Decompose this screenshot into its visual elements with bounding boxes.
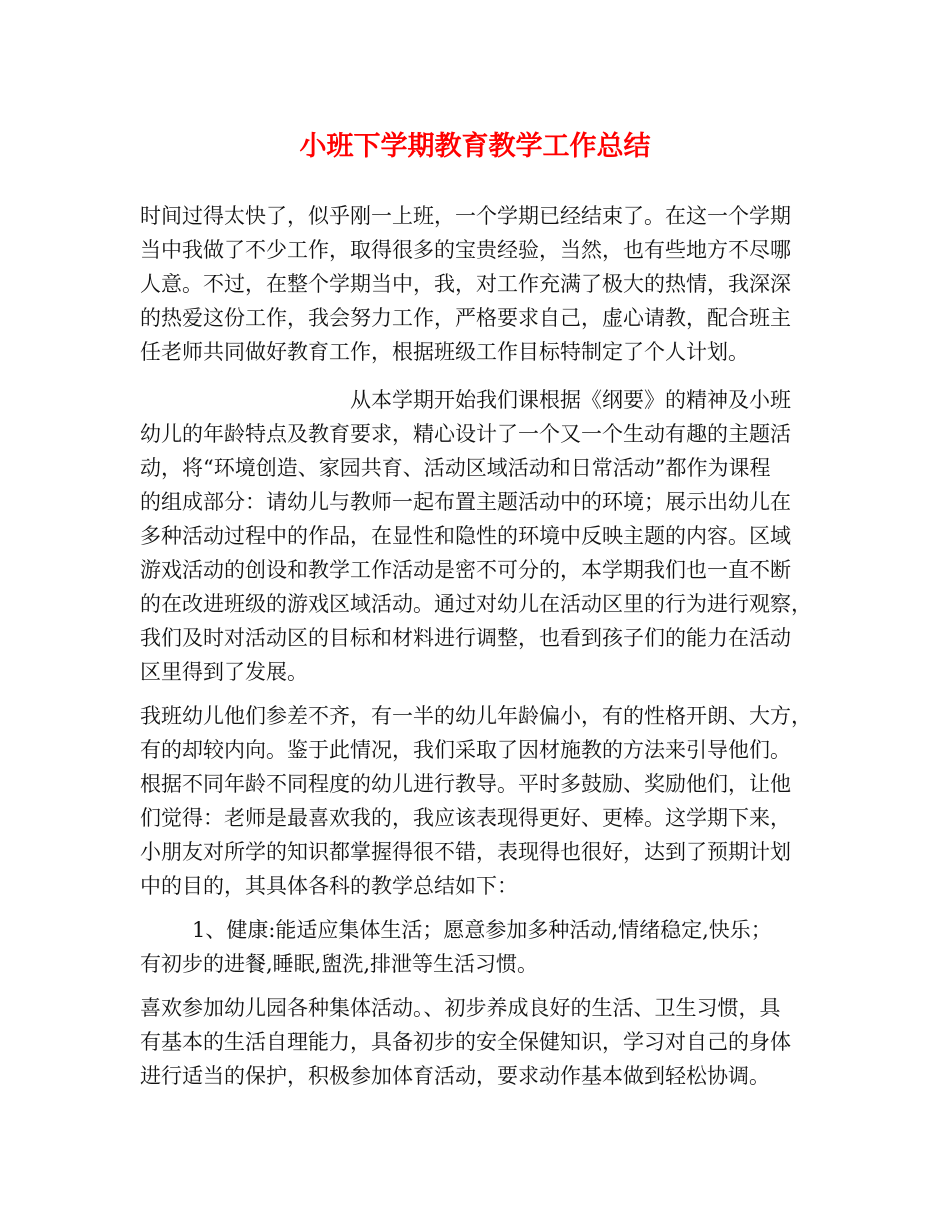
document-title: 小班下学期教育教学工作总结 <box>299 131 651 162</box>
text-line: 从本学期开始我们课根据《纲要》的精神及小班 <box>350 388 791 412</box>
text-line: 们觉得：老师是最喜欢我的，我应该表现得更好、更棒。这学期下来， <box>140 806 791 830</box>
text-line: 游戏活动的创设和教学工作活动是密不可分的，本学期我们也一直不断 <box>140 558 791 582</box>
text-line: 人意。不过，在整个学期当中，我，对工作充满了极大的热情，我深深 <box>140 272 791 296</box>
text-line: 有基本的生活自理能力，具备初步的安全保健知识，学习对自己的身体 <box>140 1030 791 1054</box>
text-line: 的热爱这份工作，我会努力工作，严格要求自己，虚心请教，配合班主 <box>140 306 791 330</box>
text-line: 有的却较内向。鉴于此情况，我们采取了因材施教的方法来引导他们。 <box>140 738 791 762</box>
text-line: 当中我做了不少工作，取得很多的宝贵经验，当然，也有些地方不尽哪 <box>140 238 791 262</box>
text-line: 多种活动过程中的作品，在显性和隐性的环境中反映主题的内容。区域 <box>140 524 791 548</box>
text-line: 时间过得太快了，似乎刚一上班，一个学期已经结束了。在这一个学期 <box>140 204 791 228</box>
text-line: 幼儿的年龄特点及教育要求，精心设计了一个又一个生动有趣的主题活 <box>140 422 791 446</box>
text-line: 小朋友对所学的知识都掌握得很不错，表现得也很好，达到了预期计划 <box>140 840 791 864</box>
text-line: 区里得到了发展。 <box>140 660 308 684</box>
text-line: 我们及时对活动区的目标和材料进行调整，也看到孩子们的能力在活动 <box>140 626 791 650</box>
text-line: 1、健康:能适应集体生活；愿意参加多种活动,情绪稳定,快乐； <box>192 918 772 942</box>
text-line: 任老师共同做好教育工作，根据班级工作目标特制定了个人计划。 <box>140 340 749 364</box>
text-line: 中的目的，其具体各科的教学总结如下： <box>140 874 518 898</box>
text-line: 喜欢参加幼儿园各种集体活动。、初步养成良好的生活、卫生习惯，具 <box>140 996 781 1020</box>
text-line: 的在改进班级的游戏区域活动。通过对幼儿在活动区里的行为进行观察， <box>140 592 812 616</box>
text-line: 我班幼儿他们参差不齐，有一半的幼儿年龄偏小，有的性格开朗、大方， <box>140 704 812 728</box>
text-line: 进行适当的保护，积极参加体育活动，要求动作基本做到轻松协调。 <box>140 1064 770 1088</box>
text-line: 根据不同年龄不同程度的幼儿进行教导。平时多鼓励、奖励他们，让他 <box>140 772 791 796</box>
text-line: 有初步的进餐,睡眠,盥洗,排泄等生活习惯。 <box>140 952 539 976</box>
text-line: 的组成部分：请幼儿与教师一起布置主题活动中的环境；展示出幼儿在 <box>140 490 791 514</box>
text-line: 动，将“环境创造、家园共育、活动区域活动和日常活动”都作为课程 <box>140 456 771 480</box>
